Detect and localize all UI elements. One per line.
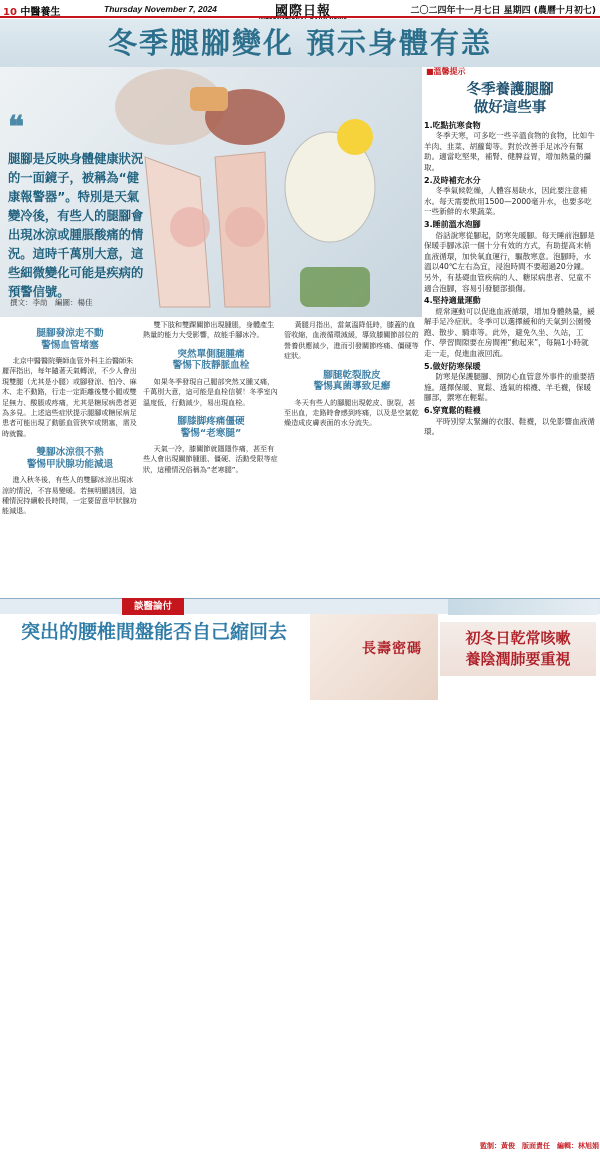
subheading: 腳腿乾裂脫皮 警惕真菌導致足癬 (313, 369, 391, 393)
tip-text: 冬季天寒，可多吃一些辛溫食物的食物，比如牛羊肉、韭菜、胡蘿蔔等。對於改善手足冰冷有幫助。適當吃堅果，補腎、健脾益胃，增加熱量的攝取。 (424, 131, 595, 172)
page-footer: 監制：黃俊 版面責任 編輯：林旭娟 (480, 1142, 599, 1150)
tip-text: 冬季氣候乾燥，人體容易缺水，因此要注意補水。每天需要飲用1500—2000毫升水，也要多吃一些新鮮的水果蔬菜。 (424, 186, 592, 217)
tip-text: 防寒是保護腿腳、預防心血管意外事件的重要措施。選擇保暖、寬鬆、透氣的棉襪、羊毛襪，保暖腳部，禦寒在輕鬆。 (424, 372, 595, 403)
article-paragraph: 黃腿月指出，當氣溫降低時，膝蓋的血管收縮，血液循環減緩，導致膝關節部位的營養供應減少，進而引發關節疼痛、僵硬等症狀。 (284, 320, 419, 361)
byline: 撰文：李劼 編圖：楊佳 (10, 298, 93, 307)
band-decoration (448, 599, 598, 615)
tip-heading: 2.及時補充水分 (424, 175, 481, 185)
tip-text: 經常運動可以促進血液循環，增加身體熱量，緩解手足冷症狀。冬季可以選擇緩和的天氣到公園慢跑、散步、騎車等。此外，避免久坐、久站，工作、學習間隙要在房間裡“動起來”，每隔1小時就走一走，促進血液回流。 (424, 306, 595, 359)
tips-sidebar (424, 68, 596, 598)
tip-heading: 3.睡前溫水泡腳 (424, 219, 481, 229)
page-header (0, 0, 600, 18)
tip-heading: 4.堅持適量運動 (424, 296, 481, 306)
tip-heading: 6.穿寬鬆的鞋襪 (424, 406, 481, 416)
article-paragraph: 進入秋冬後，有些人的雙腳冰涼出現冰涼的情況，不容易變暖。若無明顯誘因，這種情況持續較長時間，一定要留意甲狀腺功能減退。 (2, 475, 137, 516)
page-section: 10 中醫養生 (3, 7, 61, 18)
section-label: 談醫論付 (122, 598, 184, 615)
longevity-plate: 長壽密碼 (310, 614, 438, 700)
masthead: 國際日報 (274, 4, 331, 19)
article-paragraph: 冬天有些人的腳腿出現乾皮、脫裂，甚至出血，走路時會感到疼痛，以及是空氣乾燥造成皮膚表面的水分流失。 (284, 397, 419, 428)
tips-title: 冬季養護腿腳 做好這些事 (466, 81, 554, 116)
subheading: 腳膝脚疼痛僵硬 警惕“老寒腿” (177, 416, 245, 439)
quote-mark-icon: ❝ (8, 110, 25, 145)
tip-text: 平時別穿太緊繃的衣服、鞋襪，以免影響血液循環。 (424, 416, 595, 437)
article-paragraph: 雙下肢和雙踝關節出現腫脹，身體產生熱量的能力大受影響，故能手腳冰冷。 (143, 320, 275, 340)
lead-paragraph: ❝ 腿腳是反映身體健康狀況的一面鏡子，被稱為“健康報警器”。特別是天氣變冷後，有些人的腿腳會出現冰涼或腫脹酸痛的情況。這時千萬別大意，這些細微變化可能是疾病的預警信號。 (8, 110, 144, 299)
article1-column-3 (284, 320, 420, 429)
main-headline: 冬季腿腳變化 預示身體有恙 (0, 19, 600, 67)
article2-title: 突出的腰椎間盤能否自己縮回去 (20, 621, 287, 643)
subheading: 突然單側腿腫痛 警惕下肢靜脈血栓 (172, 348, 250, 372)
subheading: 腿腳發涼走不動 警惕血管堵塞 (36, 328, 104, 351)
article3-title: 初冬日乾常咳嗽 養陰潤肺要重視 (440, 622, 596, 676)
tip-heading: 5.做好防寒保暖 (424, 361, 481, 371)
article-paragraph: 北京中醫醫院藥師血管外科主治醫師朱麗萍指出，每年隨著天氣轉涼，不少人會出現雙腿（尤其是小腿）或腳發涼、怕冷、麻木、走不動路，行走一定距離後雙小腿或雙足無力、酸脹或疼痛，尤其是糖尿病患者更為多見。上述這些症狀提示腿腳或糖尿病足患者可能出現了動脈血管狹窄或閉塞，需及時就醫。 (2, 356, 137, 438)
article1-column-1 (2, 320, 138, 517)
article-paragraph: 如果冬季發現自己腿部突然又腫又痛，千萬別大意，這可能是血栓信號！冬季室內溫度低，行動減少，易出現血栓。 (143, 376, 278, 407)
article1-column-2 (143, 320, 279, 475)
tips-tag: ■溫馨提示 (426, 67, 466, 76)
subheading: 雙腳冰涼很不熱 警惕甲狀腺功能減退 (26, 447, 114, 470)
date-english: Thursday November 7, 2024 (104, 4, 217, 14)
tip-text: 俗話說寒從腳起，防寒先暖腳。每天睡前泡腳是保暖手腳冰涼一個十分有效的方式，有助提高末梢血液循環，加快氧血運行，驅散寒意。泡腳時，水溫以40℃左右為宜，浸泡時間不要超過20分鐘。另外，有基礎血管疾病的人、糖尿病患者、兒童不適合泡腳，容易引發腿部損傷。 (424, 230, 595, 293)
section-band (0, 598, 600, 614)
tip-heading: 1.吃點抗寒食物 (424, 120, 481, 130)
date-chinese: 二〇二四年十一月七日 星期四 (農曆十月初七) (410, 6, 596, 16)
article-paragraph: 天氣一冷，膝關節就隱隱作痛，甚至有些人會出現關節腫脹、僵硬、活動受限等症狀，這種情況俗稱為“老寒腿”。 (143, 444, 278, 474)
